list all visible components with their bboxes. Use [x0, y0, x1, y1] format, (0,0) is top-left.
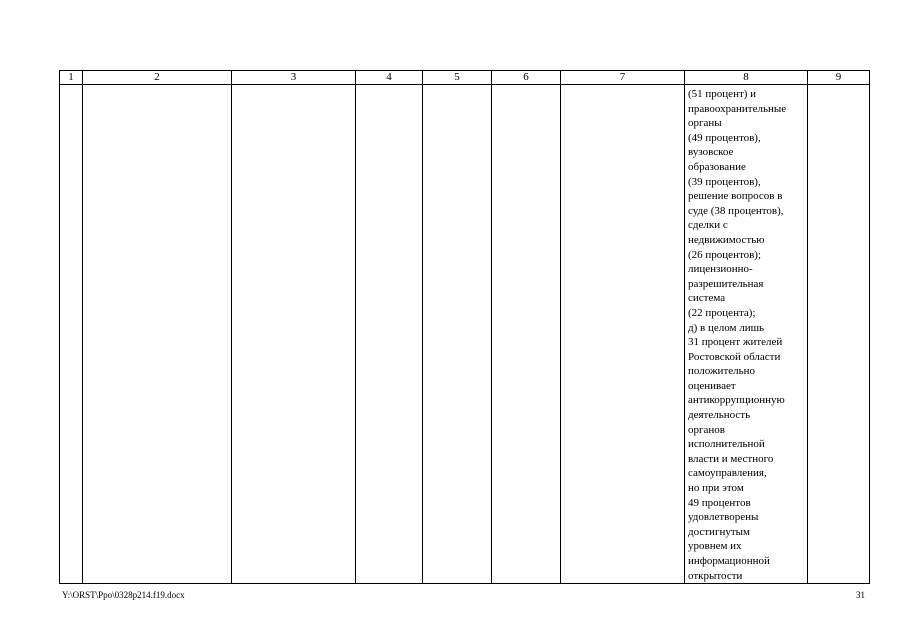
cell-text-line: правоохранительные — [688, 102, 787, 115]
table-cell-1 — [60, 85, 83, 584]
column-header-5: 5 — [423, 71, 492, 85]
cell-text-line: органов — [688, 423, 725, 436]
cell-text-line: (39 процентов), — [688, 175, 761, 188]
cell-text-line: антикоррупционную — [688, 394, 785, 407]
table-cell-9 — [808, 85, 870, 584]
table-cell-2 — [83, 85, 232, 584]
cell-text-line: (22 процента); — [688, 306, 756, 319]
table-cell-8 — [685, 85, 808, 584]
cell-text-line: открытости — [688, 569, 743, 582]
cell-text-line: д) в целом лишь — [688, 321, 765, 334]
column-header-2: 2 — [83, 71, 232, 85]
cell-text-line: исполнительной — [688, 438, 765, 451]
cell-text-line: образование — [688, 160, 746, 173]
cell-text-line: лицензионно- — [688, 263, 753, 276]
cell-text-line: система — [688, 292, 726, 305]
cell-text-line: (49 процентов), — [688, 131, 761, 144]
table-cell-5 — [423, 85, 492, 584]
cell-text-line: разрешительная — [688, 277, 764, 290]
table-cell-3 — [232, 85, 356, 584]
cell-text-line: суде (38 процентов), — [688, 204, 784, 217]
column-header-6: 6 — [492, 71, 561, 85]
table-cell-6 — [492, 85, 561, 584]
cell-text-line: органы — [688, 117, 722, 130]
header-row — [60, 71, 870, 85]
cell-text-line: 49 процентов — [688, 496, 751, 509]
column-header-9: 9 — [808, 71, 870, 85]
cell-text-line: (26 процентов); — [688, 248, 762, 261]
cell-text-line: (51 процент) и — [688, 88, 757, 100]
document-table — [59, 70, 870, 584]
cell-text-line: удовлетворены — [688, 511, 759, 524]
cell-text-line: оценивает — [688, 379, 736, 392]
cell-text-line: самоуправления, — [688, 467, 767, 480]
cell-text-line: недвижимостью — [688, 233, 765, 246]
column-header-4: 4 — [356, 71, 423, 85]
cell-text-line: вузовское — [688, 146, 734, 159]
cell-text-line: информационной — [688, 555, 770, 567]
cell-text-line: но при этом — [688, 482, 744, 495]
cell-text-line: уровнем их — [688, 540, 742, 553]
cell-text-line: решение вопросов в — [688, 190, 783, 203]
cell-text-line: достигнутым — [688, 525, 751, 538]
column-header-3: 3 — [232, 71, 356, 85]
cell-text-line: положительно — [688, 365, 756, 378]
footer-file-path: Y:\ORST\Ppo\0328p214.f19.docx — [62, 590, 185, 600]
footer-page-number: 31 — [856, 590, 865, 600]
cell-text-line: власти и местного — [688, 452, 774, 465]
cell-text-line: сделки с — [688, 219, 728, 232]
cell-text-line: 31 процент жителей — [688, 336, 783, 349]
column-header-8: 8 — [685, 71, 808, 85]
table-row — [60, 85, 870, 584]
cell-text-line: Ростовской области — [688, 350, 781, 363]
column-header-1: 1 — [60, 71, 83, 85]
table-cell-4 — [356, 85, 423, 584]
table-cell-7 — [561, 85, 685, 584]
cell-text-line: деятельность — [688, 409, 751, 422]
column-header-7: 7 — [561, 71, 685, 85]
